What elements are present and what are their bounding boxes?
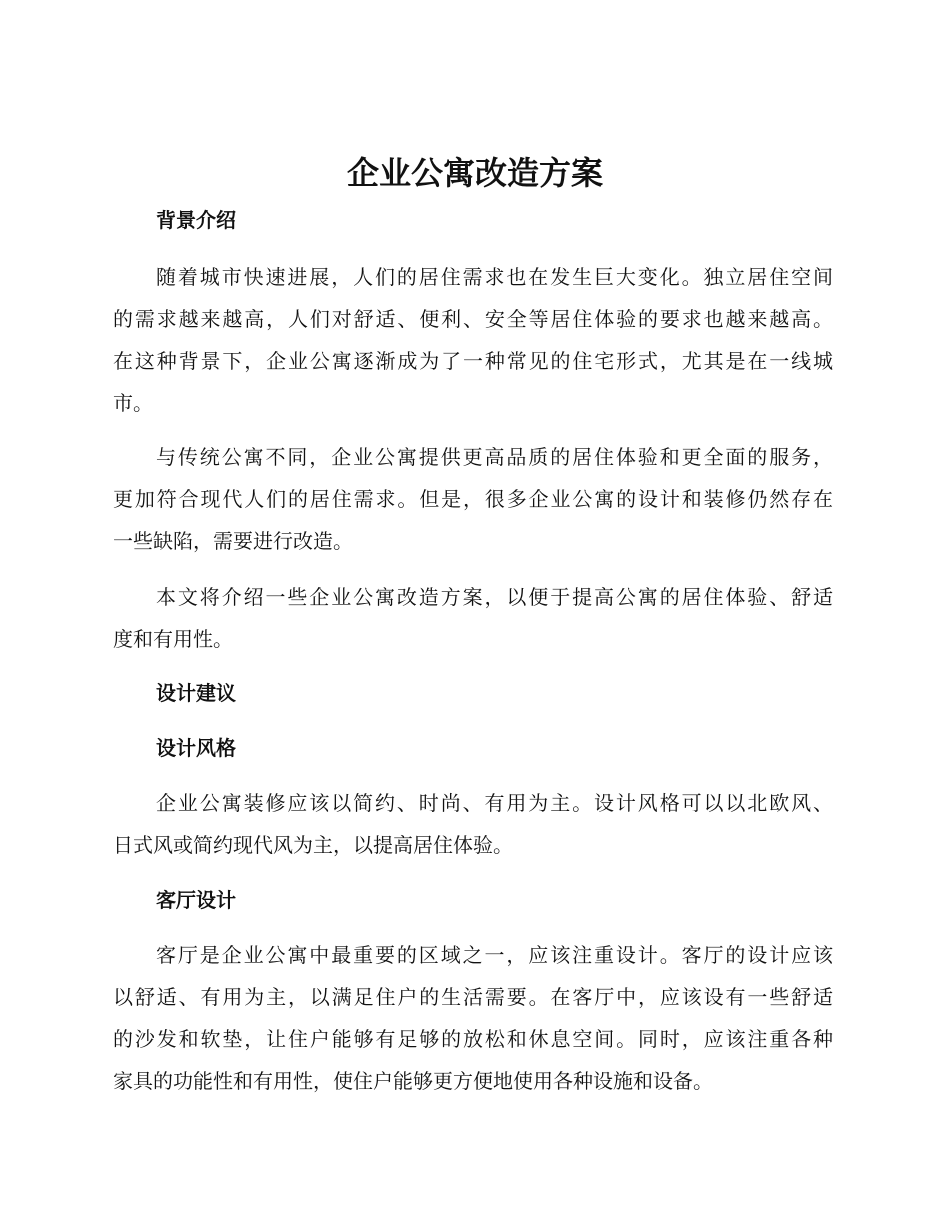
section-heading-living-room: 客厅设计: [156, 888, 236, 912]
paragraph-design-style-1: [113, 782, 833, 866]
paragraph-living-room-1: [113, 934, 833, 1102]
paragraph-line: 以舒适、有用为主，以满足住户的生活需要。在客厅中，应该设有一些舒适: [113, 985, 833, 1009]
paragraph-background-3: [113, 576, 833, 660]
paragraph-line: 家具的功能性和有用性，使住户能够更方便地使用各种设施和设备。: [113, 1069, 713, 1093]
paragraph-line: 一些缺陷，需要进行改造。: [113, 529, 353, 553]
paragraph-background-2: [113, 436, 833, 562]
paragraph-line: 企业公寓装修应该以简约、时尚、有用为主。设计风格可以以北欧风、: [156, 791, 833, 815]
paragraph-line: 日式风或简约现代风为主，以提高居住体验。: [113, 833, 513, 857]
paragraph-background-1: [113, 256, 833, 424]
paragraph-line: 本文将介绍一些企业公寓改造方案，以便于提高公寓的居住体验、舒适: [156, 585, 833, 609]
section-heading-background: 背景介绍: [156, 208, 236, 232]
paragraph-line: 与传统公寓不同，企业公寓提供更高品质的居住体验和更全面的服务，: [156, 445, 833, 469]
paragraph-line: 更加符合现代人们的居住需求。但是，很多企业公寓的设计和装修仍然存在: [113, 487, 833, 511]
paragraph-line: 市。: [113, 391, 153, 415]
section-heading-design-advice: 设计建议: [156, 681, 236, 705]
paragraph-line: 客厅是企业公寓中最重要的区域之一，应该注重设计。客厅的设计应该: [156, 943, 833, 967]
section-heading-design-style: 设计风格: [156, 736, 236, 760]
paragraph-line: 的需求越来越高，人们对舒适、便利、安全等居住体验的要求也越来越高。: [113, 307, 833, 331]
document-title: 企业公寓改造方案: [346, 154, 603, 192]
paragraph-line: 的沙发和软垫，让住户能够有足够的放松和休息空间。同时，应该注重各种: [113, 1027, 833, 1051]
paragraph-line: 随着城市快速进展，人们的居住需求也在发生巨大变化。独立居住空间: [156, 265, 833, 289]
paragraph-line: 在这种背景下，企业公寓逐渐成为了一种常见的住宅形式，尤其是在一线城: [113, 349, 833, 373]
paragraph-line: 度和有用性。: [113, 627, 233, 651]
